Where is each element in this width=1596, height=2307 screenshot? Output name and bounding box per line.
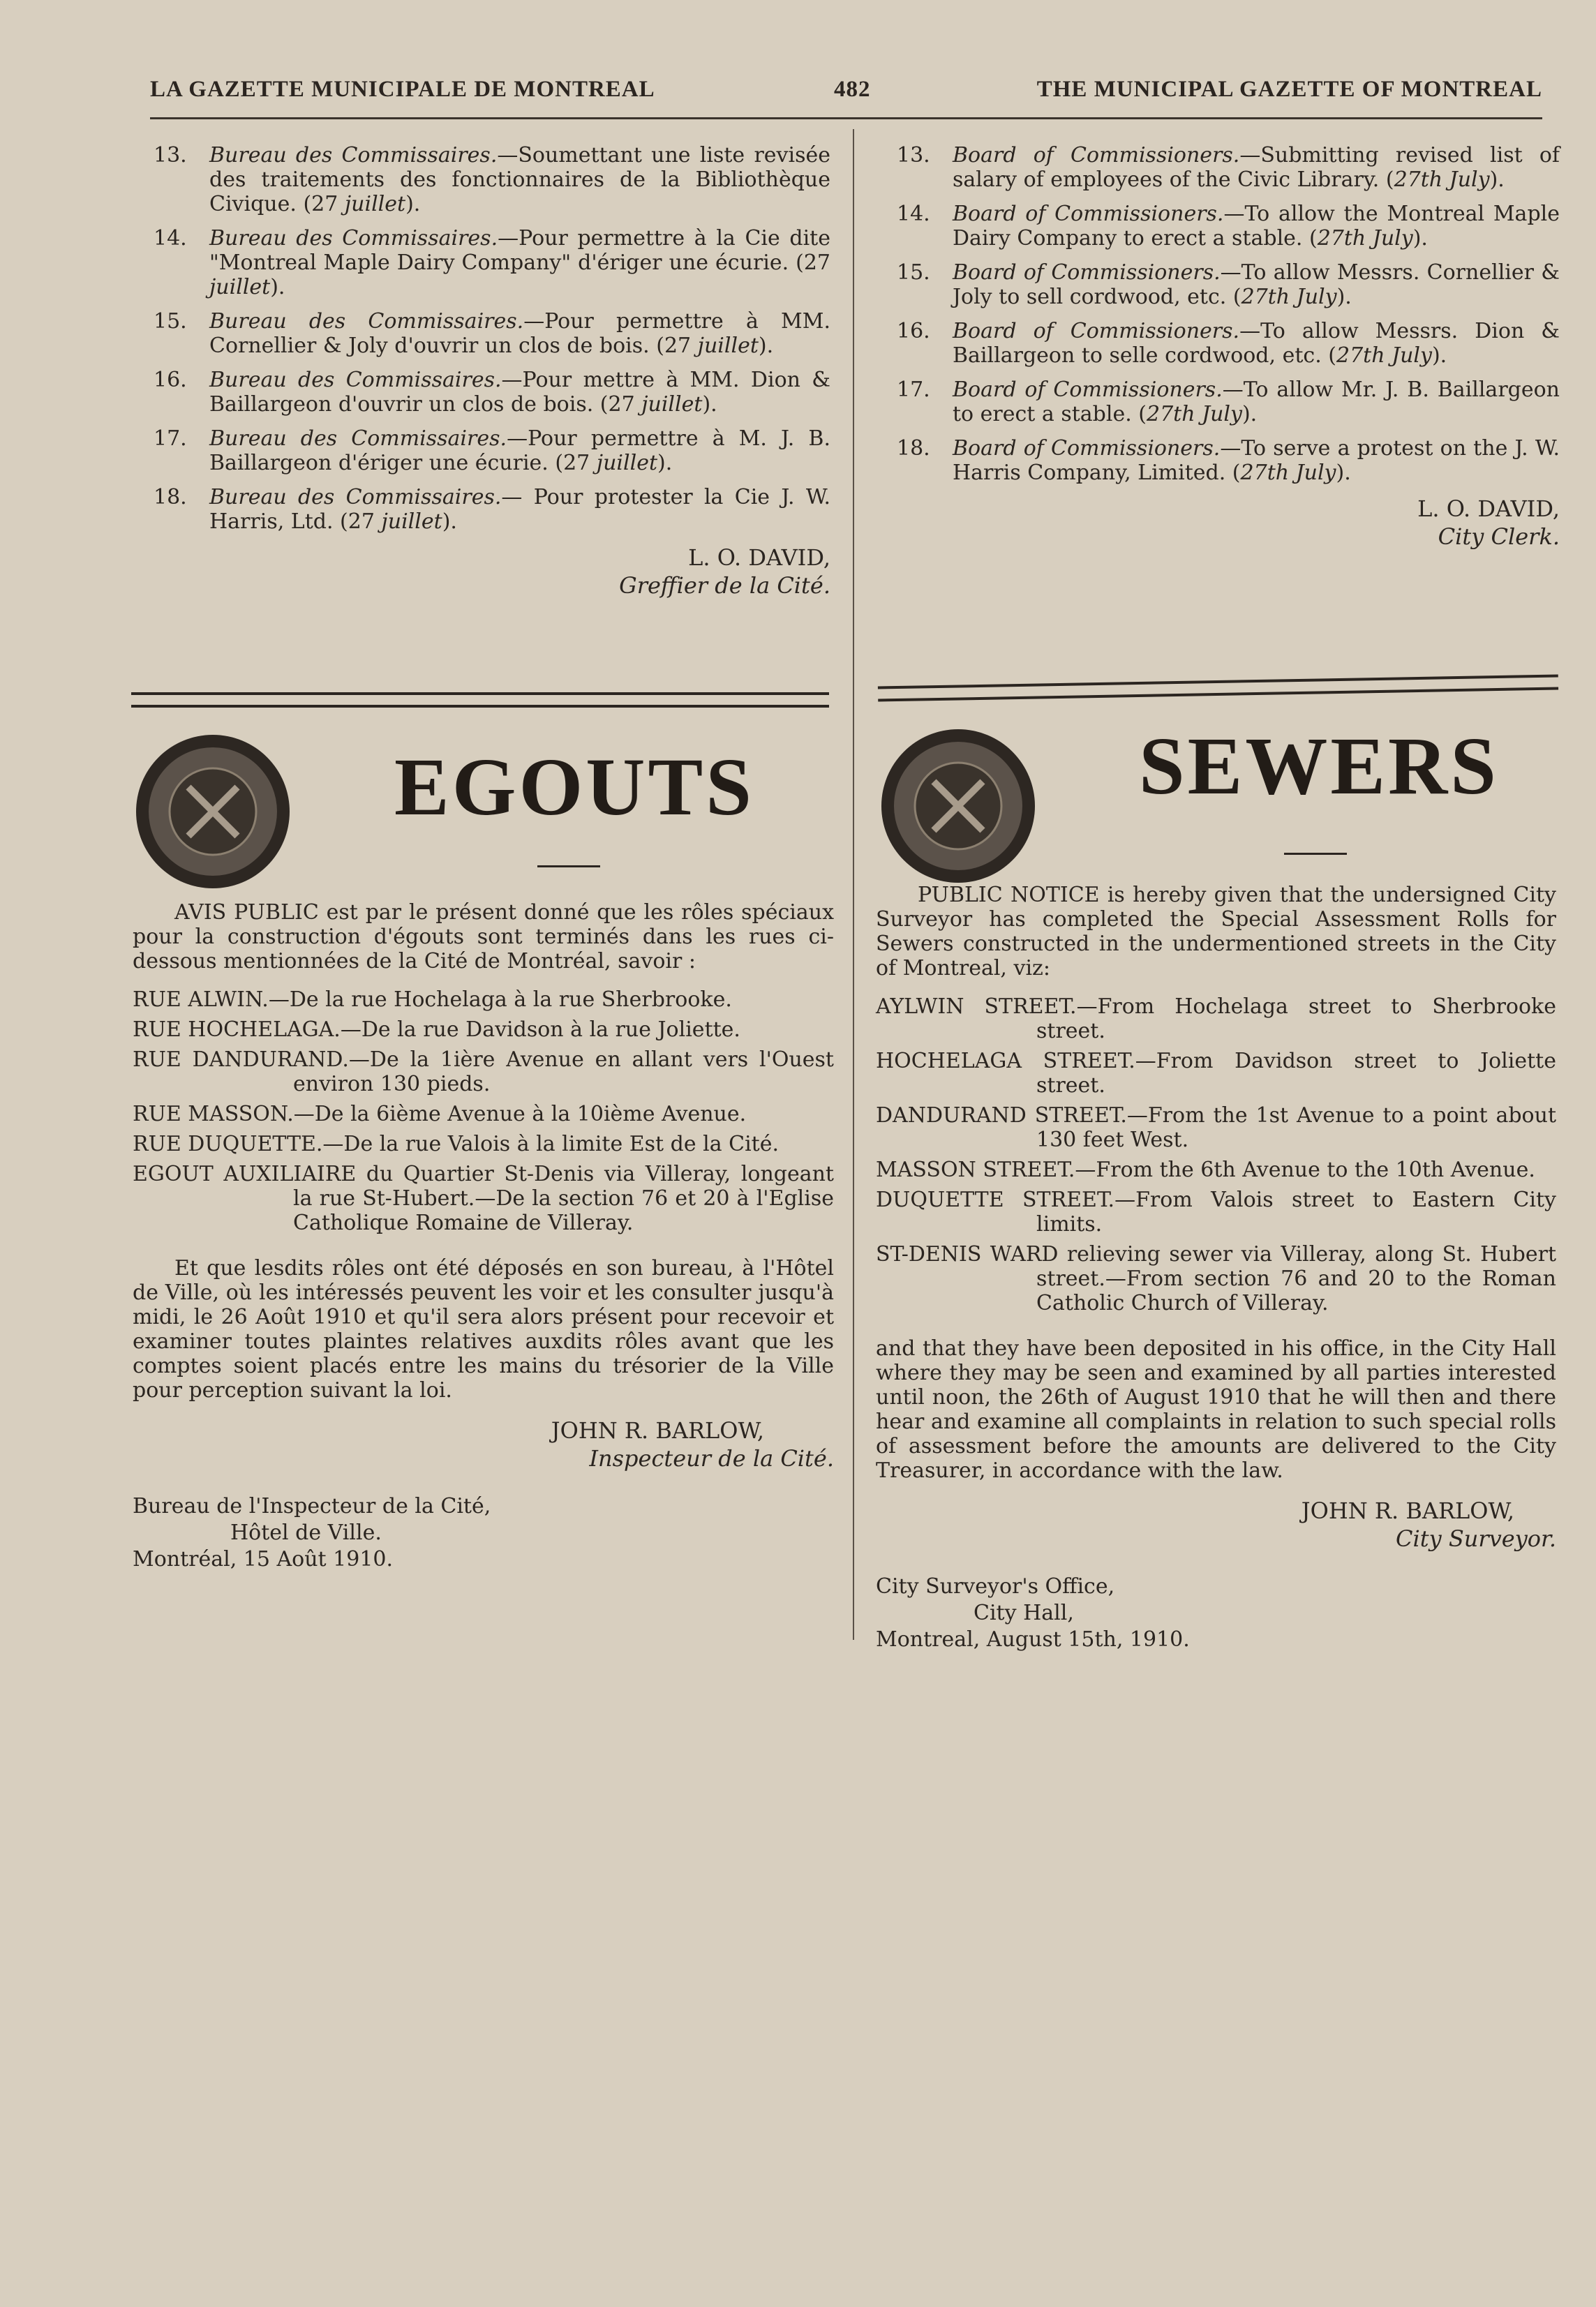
egouts-title: EGOUTS	[394, 741, 754, 833]
item-text	[209, 368, 830, 417]
item-number: 17.	[897, 378, 930, 402]
item-body: —To allow Messrs. Dion & Baillargeon to selle cordwood, etc. (	[953, 319, 1560, 368]
office-line: Hôtel de Ville.	[230, 1521, 382, 1545]
header-english-title: THE MUNICIPAL GAZETTE OF MONTREAL	[1036, 77, 1542, 102]
city-seal-icon	[133, 731, 293, 892]
item-date: 27th July	[1146, 402, 1242, 426]
item-body: —Submitting revised list of salary of employees of the Civic Library. (	[953, 143, 1560, 192]
list-item	[876, 378, 1560, 426]
item-end: ).	[758, 334, 774, 358]
item-end: ).	[1412, 226, 1428, 251]
item-date: 27th July	[1336, 343, 1432, 368]
item-text	[209, 485, 830, 534]
item-end: ).	[702, 392, 717, 417]
item-end: ).	[270, 275, 285, 299]
list-item	[133, 143, 830, 216]
page-number: 482	[834, 77, 871, 102]
signature-name: JOHN R. BARLOW,	[1301, 1498, 1514, 1524]
item-date: juillet	[209, 275, 271, 299]
sewers-body: and that they have been deposited in his office, in the City Hall where they may be seen and examined by all parties interested until noon, the 26th of August 1910 that he will then and there hear and examine all complaints in relation to such special rolls of assessment before the amounts are delivered to the City Treasurer, in accordance with the law.	[876, 1336, 1556, 1483]
item-text	[209, 309, 830, 358]
item-end: ).	[1489, 167, 1505, 192]
list-item	[876, 436, 1560, 485]
header-french-title: LA GAZETTE MUNICIPALE DE MONTREAL	[150, 77, 655, 102]
sewers-signature	[876, 1497, 1556, 1553]
item-body: — Pour protester la Cie J. W. Harris, Ltd. (27	[209, 485, 830, 534]
item-date: juillet	[641, 392, 703, 417]
item-title: Bureau des Commissaires.	[209, 426, 507, 451]
item-body: —Pour mettre à MM. Dion & Baillargeon d'ouvrir un clos de bois. (27	[209, 368, 831, 417]
office-line: City Surveyor's Office,	[876, 1574, 1115, 1599]
egouts-signature	[133, 1417, 834, 1472]
item-text	[953, 378, 1560, 426]
office-line: City Hall,	[974, 1601, 1074, 1625]
item-title: Board of Commissioners.	[953, 319, 1240, 343]
item-number: 15.	[154, 309, 187, 334]
item-date: juillet	[596, 451, 657, 475]
street-entry: AYLWIN STREET.—From Hochelaga street to Sherbrooke street.	[876, 994, 1556, 1043]
english-signature	[876, 495, 1560, 551]
item-text	[953, 202, 1560, 251]
signature-role: Inspecteur de la Cité.	[589, 1445, 834, 1472]
item-number: 17.	[154, 426, 187, 451]
title-rule	[537, 865, 600, 867]
item-number: 14.	[154, 226, 187, 251]
item-text	[209, 226, 830, 299]
item-body: —To serve a protest on the J. W. Harris Company, Limited. (	[953, 436, 1560, 485]
item-body: —Pour permettre à MM. Cornellier & Joly d'ouvrir un clos de bois. (27	[209, 309, 830, 358]
city-seal-icon	[878, 726, 1038, 886]
item-end: ).	[657, 451, 673, 475]
sewers-title: SEWERS	[1139, 720, 1499, 812]
egouts-notice	[133, 900, 834, 1573]
item-number: 16.	[154, 368, 187, 392]
item-end: ).	[1336, 461, 1351, 485]
list-item	[133, 226, 830, 299]
street-entry: HOCHELAGA STREET.—From Davidson street to Joliette street.	[876, 1049, 1556, 1098]
item-number: 13.	[154, 143, 187, 167]
item-number: 18.	[154, 485, 187, 509]
street-entry: RUE HOCHELAGA.—De la rue Davidson à la rue Joliette.	[133, 1017, 740, 1042]
item-title: Bureau des Commissaires.	[209, 309, 524, 334]
item-number: 14.	[897, 202, 930, 226]
item-title: Bureau des Commissaires.	[209, 368, 502, 392]
sewers-office	[876, 1574, 1556, 1653]
item-date: juillet	[381, 509, 442, 534]
header-rule	[150, 117, 1542, 119]
item-title: Board of Commissioners.	[953, 143, 1240, 167]
street-entry: DUQUETTE STREET.—From Valois street to Eastern City limits.	[876, 1188, 1556, 1237]
item-date: juillet	[697, 334, 759, 358]
section-rule-right	[878, 674, 1558, 701]
list-item	[133, 309, 830, 358]
english-items	[876, 143, 1560, 551]
egouts-office	[133, 1493, 834, 1573]
signature-role: City Surveyor.	[1396, 1525, 1556, 1552]
page-header	[150, 77, 1542, 112]
egouts-intro: AVIS PUBLIC est par le présent donné que les rôles spéciaux pour la construction d'égouts sont terminés dans les rues ci-dessous mentionnées de la Cité de Montréal, savoir :	[133, 900, 834, 973]
list-item	[876, 143, 1560, 192]
item-date: 27th July	[1394, 167, 1490, 192]
street-entry: DANDURAND STREET.—From the 1st Avenue to a point about 130 feet West.	[876, 1103, 1556, 1152]
item-title: Board of Commissioners.	[953, 378, 1223, 402]
street-entry: RUE DUQUETTE.—De la rue Valois à la limite Est de la Cité.	[133, 1132, 780, 1156]
list-item	[876, 260, 1560, 309]
item-title: Board of Commissioners.	[953, 436, 1221, 461]
list-item	[876, 202, 1560, 251]
item-title: Board of Commissioners.	[953, 260, 1221, 285]
item-title: Bureau des Commissaires.	[209, 143, 498, 167]
item-text	[209, 426, 830, 475]
item-title: Bureau des Commissaires.	[209, 485, 502, 509]
street-entry: EGOUT AUXILIAIRE du Quartier St-Denis via Villeray, longeant la rue St-Hubert.—De la section 76 et 20 à l'Eglise Catholique Romaine de Villeray.	[133, 1162, 834, 1235]
french-items	[133, 143, 830, 599]
title-rule	[1284, 853, 1347, 855]
item-end: ).	[442, 509, 457, 534]
item-body: —To allow Mr. J. B. Baillargeon to erect a stable. (	[953, 378, 1560, 426]
signature-name: L. O. DAVID,	[688, 544, 830, 571]
section-rule-left	[131, 692, 829, 708]
list-item	[876, 319, 1560, 368]
french-signature	[133, 544, 830, 599]
street-entry: ST-DENIS WARD relieving sewer via Villeray, along St. Hubert street.—From section 76 and 20 to the Roman Catholic Church of Villeray.	[876, 1242, 1556, 1315]
street-entry: MASSON STREET.—From the 6th Avenue to the 10th Avenue.	[876, 1158, 1535, 1182]
signature-role: City Clerk.	[1438, 523, 1560, 550]
list-item	[133, 426, 830, 475]
item-number: 13.	[897, 143, 930, 167]
item-end: ).	[1336, 285, 1352, 309]
signature-name: JOHN R. BARLOW,	[551, 1417, 764, 1444]
office-line: Bureau de l'Inspecteur de la Cité,	[133, 1494, 491, 1518]
egouts-body: Et que lesdits rôles ont été déposés en son bureau, à l'Hôtel de Ville, où les intéressés peuvent les voir et les consulter jusqu'à midi, le 26 Août 1910 et qu'il sera alors présent pour recevoir et examiner toutes plaintes relatives auxdits rôles avant que les comptes soient placés entre les mains du trésorier de la Ville pour perception suivant la loi.	[133, 1256, 834, 1403]
office-line: Montréal, 15 Août 1910.	[133, 1547, 394, 1571]
item-number: 16.	[897, 319, 930, 343]
item-end: ).	[1431, 343, 1447, 368]
item-end: ).	[1241, 402, 1258, 426]
item-body: —Soumettant une liste revisée des traitements des fonctionnaires de la Bibliothèque Civique. (27	[209, 143, 830, 216]
item-number: 18.	[897, 436, 930, 461]
item-date: juillet	[344, 192, 406, 216]
item-body: —Pour permettre à la Cie dite "Montreal Maple Dairy Company" d'ériger une écurie. (27	[209, 226, 830, 275]
item-number: 15.	[897, 260, 930, 285]
list-item	[133, 368, 830, 417]
list-item	[133, 485, 830, 534]
item-end: ).	[405, 192, 421, 216]
item-text	[953, 319, 1560, 368]
signature-role: Greffier de la Cité.	[619, 572, 830, 599]
item-title: Bureau des Commissaires.	[209, 226, 498, 251]
item-date: 27th July	[1240, 461, 1336, 485]
street-entry: RUE MASSON.—De la 6ième Avenue à la 10ième Avenue.	[133, 1102, 747, 1126]
sewers-notice	[876, 883, 1556, 1653]
item-text	[953, 436, 1560, 485]
street-entry: RUE ALWIN.—De la rue Hochelaga à la rue Sherbrooke.	[133, 987, 732, 1012]
item-body: —Pour permettre à M. J. B. Baillargeon d'ériger une écurie. (27	[209, 426, 830, 475]
street-entry: RUE DANDURAND.—De la 1ière Avenue en allant vers l'Ouest environ 130 pieds.	[133, 1047, 834, 1096]
item-date: 27th July	[1241, 285, 1337, 309]
item-date: 27th July	[1317, 226, 1413, 251]
item-body: —To allow the Montreal Maple Dairy Company to erect a stable. (	[953, 202, 1560, 251]
item-title: Board of Commissioners.	[953, 202, 1224, 226]
sewers-intro: PUBLIC NOTICE is hereby given that the undersigned City Surveyor has completed the Special Assessment Rolls for Sewers constructed in the undermentioned streets in the City of Montreal, viz:	[876, 883, 1556, 980]
item-text	[953, 143, 1560, 192]
item-text	[953, 260, 1560, 309]
item-text	[209, 143, 830, 216]
item-body: —To allow Messrs. Cornellier & Joly to sell cordwood, etc. (	[953, 260, 1560, 309]
signature-name: L. O. DAVID,	[1417, 495, 1560, 522]
column-divider	[853, 129, 854, 1640]
office-line: Montreal, August 15th, 1910.	[876, 1627, 1190, 1652]
